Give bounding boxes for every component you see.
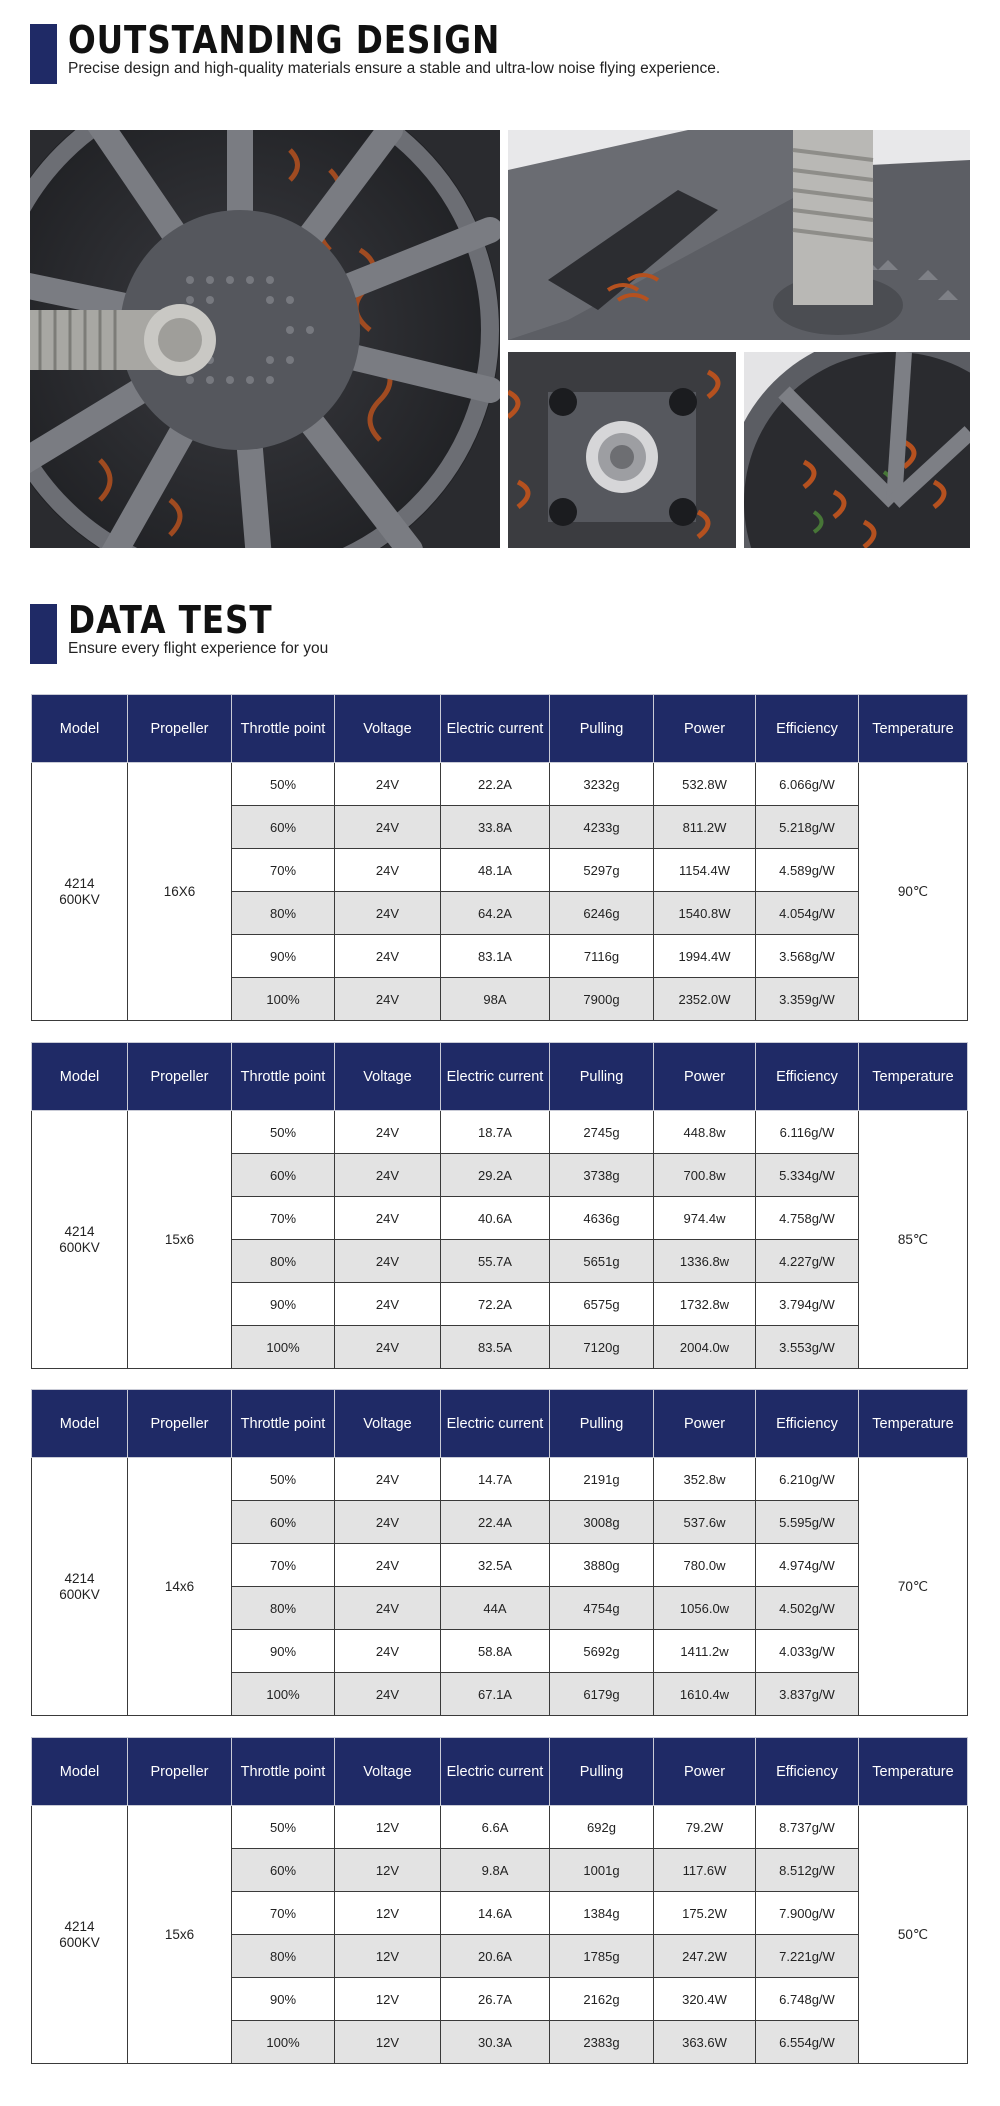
throttle-cell: 70% bbox=[232, 1197, 335, 1240]
current-cell: 29.2A bbox=[441, 1154, 550, 1197]
header-voltage: Voltage bbox=[335, 1390, 441, 1458]
temperature-cell: 90℃ bbox=[859, 763, 968, 1021]
header-pulling: Pulling bbox=[550, 1390, 654, 1458]
header-efficiency: Efficiency bbox=[756, 1043, 859, 1111]
current-cell: 6.6A bbox=[441, 1806, 550, 1849]
efficiency-cell: 6.554g/W bbox=[756, 2021, 859, 2064]
current-cell: 44A bbox=[441, 1587, 550, 1630]
temperature-cell: 50℃ bbox=[859, 1806, 968, 2064]
product-gallery bbox=[30, 130, 970, 548]
power-cell: 780.0w bbox=[654, 1544, 756, 1587]
header-propeller: Propeller bbox=[128, 695, 232, 763]
data-table-3 bbox=[31, 1389, 968, 1716]
voltage-cell: 24V bbox=[335, 1587, 441, 1630]
voltage-cell: 24V bbox=[335, 978, 441, 1021]
current-cell: 18.7A bbox=[441, 1111, 550, 1154]
throttle-cell: 80% bbox=[232, 892, 335, 935]
voltage-cell: 24V bbox=[335, 1111, 441, 1154]
header-power: Power bbox=[654, 695, 756, 763]
pulling-cell: 7120g bbox=[550, 1326, 654, 1369]
header-throttle: Throttle point bbox=[232, 1043, 335, 1111]
current-cell: 64.2A bbox=[441, 892, 550, 935]
current-cell: 30.3A bbox=[441, 2021, 550, 2064]
efficiency-cell: 6.116g/W bbox=[756, 1111, 859, 1154]
efficiency-cell: 7.221g/W bbox=[756, 1935, 859, 1978]
voltage-cell: 24V bbox=[335, 849, 441, 892]
throttle-cell: 50% bbox=[232, 1806, 335, 1849]
pulling-cell: 5297g bbox=[550, 849, 654, 892]
pulling-cell: 1384g bbox=[550, 1892, 654, 1935]
data-table-1 bbox=[31, 694, 968, 1021]
efficiency-cell: 8.512g/W bbox=[756, 1849, 859, 1892]
header-temperature: Temperature bbox=[859, 1043, 968, 1111]
current-cell: 20.6A bbox=[441, 1935, 550, 1978]
current-cell: 14.6A bbox=[441, 1892, 550, 1935]
data-table-4 bbox=[31, 1737, 968, 2064]
pulling-cell: 4233g bbox=[550, 806, 654, 849]
power-cell: 532.8W bbox=[654, 763, 756, 806]
motor-shaft-photo bbox=[508, 130, 970, 340]
pulling-cell: 4636g bbox=[550, 1197, 654, 1240]
efficiency-cell: 4.758g/W bbox=[756, 1197, 859, 1240]
propeller-cell: 16X6 bbox=[128, 763, 232, 1021]
throttle-cell: 70% bbox=[232, 1892, 335, 1935]
voltage-cell: 24V bbox=[335, 1501, 441, 1544]
power-cell: 352.8w bbox=[654, 1458, 756, 1501]
voltage-cell: 12V bbox=[335, 1849, 441, 1892]
model-cell bbox=[32, 763, 128, 1021]
pulling-cell: 1001g bbox=[550, 1849, 654, 1892]
current-cell: 22.4A bbox=[441, 1501, 550, 1544]
power-cell: 79.2W bbox=[654, 1806, 756, 1849]
model-name: 4214 bbox=[64, 875, 95, 891]
header-temperature: Temperature bbox=[859, 695, 968, 763]
throttle-cell: 90% bbox=[232, 1630, 335, 1673]
voltage-cell: 12V bbox=[335, 1978, 441, 2021]
design-title: OUTSTANDING DESIGN bbox=[68, 18, 501, 62]
current-cell: 72.2A bbox=[441, 1283, 550, 1326]
header-efficiency: Efficiency bbox=[756, 1390, 859, 1458]
current-cell: 83.5A bbox=[441, 1326, 550, 1369]
power-cell: 1411.2w bbox=[654, 1630, 756, 1673]
pulling-cell: 6575g bbox=[550, 1283, 654, 1326]
header-pulling: Pulling bbox=[550, 1738, 654, 1806]
table-header-row bbox=[32, 1738, 968, 1806]
throttle-cell: 100% bbox=[232, 978, 335, 1021]
voltage-cell: 24V bbox=[335, 763, 441, 806]
current-cell: 58.8A bbox=[441, 1630, 550, 1673]
power-cell: 700.8w bbox=[654, 1154, 756, 1197]
power-cell: 175.2W bbox=[654, 1892, 756, 1935]
header-current: Electric current bbox=[441, 695, 550, 763]
pulling-cell: 3008g bbox=[550, 1501, 654, 1544]
motor-bell-photo bbox=[30, 130, 500, 548]
model-name: 4214 bbox=[64, 1570, 95, 1586]
efficiency-cell: 3.568g/W bbox=[756, 935, 859, 978]
table-row bbox=[32, 1111, 968, 1154]
model-kv: 600KV bbox=[59, 1934, 100, 1950]
power-cell: 2352.0W bbox=[654, 978, 756, 1021]
pulling-cell: 7116g bbox=[550, 935, 654, 978]
power-cell: 320.4W bbox=[654, 1978, 756, 2021]
data-table-2 bbox=[31, 1042, 968, 1369]
propeller-cell: 15x6 bbox=[128, 1806, 232, 2064]
temperature-cell: 85℃ bbox=[859, 1111, 968, 1369]
table-row bbox=[32, 1806, 968, 1849]
voltage-cell: 24V bbox=[335, 892, 441, 935]
model-name: 4214 bbox=[64, 1223, 95, 1239]
motor-mount-photo bbox=[508, 352, 736, 548]
voltage-cell: 24V bbox=[335, 1544, 441, 1587]
data-test-subtitle: Ensure every flight experience for you bbox=[68, 640, 329, 657]
current-cell: 22.2A bbox=[441, 763, 550, 806]
efficiency-cell: 3.837g/W bbox=[756, 1673, 859, 1716]
power-cell: 1336.8w bbox=[654, 1240, 756, 1283]
power-cell: 1154.4W bbox=[654, 849, 756, 892]
voltage-cell: 24V bbox=[335, 1197, 441, 1240]
efficiency-cell: 4.054g/W bbox=[756, 892, 859, 935]
temperature-cell: 70℃ bbox=[859, 1458, 968, 1716]
throttle-cell: 60% bbox=[232, 806, 335, 849]
current-cell: 9.8A bbox=[441, 1849, 550, 1892]
model-kv: 600KV bbox=[59, 1239, 100, 1255]
efficiency-cell: 6.210g/W bbox=[756, 1458, 859, 1501]
voltage-cell: 24V bbox=[335, 1673, 441, 1716]
efficiency-cell: 8.737g/W bbox=[756, 1806, 859, 1849]
header-current: Electric current bbox=[441, 1043, 550, 1111]
power-cell: 1056.0w bbox=[654, 1587, 756, 1630]
header-throttle: Throttle point bbox=[232, 695, 335, 763]
pulling-cell: 3738g bbox=[550, 1154, 654, 1197]
table-header-row bbox=[32, 695, 968, 763]
current-cell: 14.7A bbox=[441, 1458, 550, 1501]
current-cell: 32.5A bbox=[441, 1544, 550, 1587]
pulling-cell: 6246g bbox=[550, 892, 654, 935]
throttle-cell: 100% bbox=[232, 1326, 335, 1369]
throttle-cell: 90% bbox=[232, 935, 335, 978]
efficiency-cell: 4.589g/W bbox=[756, 849, 859, 892]
power-cell: 363.6W bbox=[654, 2021, 756, 2064]
power-cell: 1732.8w bbox=[654, 1283, 756, 1326]
model-kv: 600KV bbox=[59, 1586, 100, 1602]
throttle-cell: 50% bbox=[232, 763, 335, 806]
efficiency-cell: 4.033g/W bbox=[756, 1630, 859, 1673]
throttle-cell: 60% bbox=[232, 1154, 335, 1197]
header-temperature: Temperature bbox=[859, 1738, 968, 1806]
efficiency-cell: 3.794g/W bbox=[756, 1283, 859, 1326]
power-cell: 247.2W bbox=[654, 1935, 756, 1978]
table-header-row bbox=[32, 1043, 968, 1111]
throttle-cell: 80% bbox=[232, 1587, 335, 1630]
header-pulling: Pulling bbox=[550, 695, 654, 763]
header-throttle: Throttle point bbox=[232, 1390, 335, 1458]
table-header-row bbox=[32, 1390, 968, 1458]
model-name: 4214 bbox=[64, 1918, 95, 1934]
pulling-cell: 3232g bbox=[550, 763, 654, 806]
voltage-cell: 24V bbox=[335, 1240, 441, 1283]
pulling-cell: 7900g bbox=[550, 978, 654, 1021]
efficiency-cell: 4.227g/W bbox=[756, 1240, 859, 1283]
throttle-cell: 90% bbox=[232, 1283, 335, 1326]
accent-bar bbox=[30, 604, 57, 664]
header-propeller: Propeller bbox=[128, 1390, 232, 1458]
header-efficiency: Efficiency bbox=[756, 1738, 859, 1806]
header-voltage: Voltage bbox=[335, 695, 441, 763]
throttle-cell: 80% bbox=[232, 1240, 335, 1283]
header-propeller: Propeller bbox=[128, 1043, 232, 1111]
throttle-cell: 70% bbox=[232, 849, 335, 892]
voltage-cell: 24V bbox=[335, 1283, 441, 1326]
current-cell: 40.6A bbox=[441, 1197, 550, 1240]
current-cell: 98A bbox=[441, 978, 550, 1021]
voltage-cell: 24V bbox=[335, 935, 441, 978]
header-temperature: Temperature bbox=[859, 1390, 968, 1458]
pulling-cell: 2162g bbox=[550, 1978, 654, 2021]
pulling-cell: 2383g bbox=[550, 2021, 654, 2064]
current-cell: 33.8A bbox=[441, 806, 550, 849]
power-cell: 1994.4W bbox=[654, 935, 756, 978]
header-voltage: Voltage bbox=[335, 1738, 441, 1806]
header-pulling: Pulling bbox=[550, 1043, 654, 1111]
power-cell: 1610.4w bbox=[654, 1673, 756, 1716]
voltage-cell: 24V bbox=[335, 1154, 441, 1197]
propeller-cell: 15x6 bbox=[128, 1111, 232, 1369]
efficiency-cell: 5.218g/W bbox=[756, 806, 859, 849]
power-cell: 974.4w bbox=[654, 1197, 756, 1240]
propeller-cell: 14x6 bbox=[128, 1458, 232, 1716]
voltage-cell: 24V bbox=[335, 806, 441, 849]
data-test-title: DATA TEST bbox=[68, 598, 273, 642]
voltage-cell: 12V bbox=[335, 1806, 441, 1849]
throttle-cell: 100% bbox=[232, 1673, 335, 1716]
current-cell: 26.7A bbox=[441, 1978, 550, 2021]
power-cell: 117.6W bbox=[654, 1849, 756, 1892]
pulling-cell: 4754g bbox=[550, 1587, 654, 1630]
voltage-cell: 24V bbox=[335, 1458, 441, 1501]
voltage-cell: 12V bbox=[335, 1892, 441, 1935]
pulling-cell: 2745g bbox=[550, 1111, 654, 1154]
power-cell: 811.2W bbox=[654, 806, 756, 849]
model-cell bbox=[32, 1806, 128, 2064]
pulling-cell: 5692g bbox=[550, 1630, 654, 1673]
model-cell bbox=[32, 1458, 128, 1716]
pulling-cell: 6179g bbox=[550, 1673, 654, 1716]
header-model: Model bbox=[32, 1390, 128, 1458]
efficiency-cell: 4.502g/W bbox=[756, 1587, 859, 1630]
pulling-cell: 692g bbox=[550, 1806, 654, 1849]
efficiency-cell: 7.900g/W bbox=[756, 1892, 859, 1935]
pulling-cell: 2191g bbox=[550, 1458, 654, 1501]
header-model: Model bbox=[32, 1738, 128, 1806]
header-propeller: Propeller bbox=[128, 1738, 232, 1806]
throttle-cell: 60% bbox=[232, 1501, 335, 1544]
efficiency-cell: 3.553g/W bbox=[756, 1326, 859, 1369]
header-current: Electric current bbox=[441, 1390, 550, 1458]
header-efficiency: Efficiency bbox=[756, 695, 859, 763]
throttle-cell: 50% bbox=[232, 1111, 335, 1154]
voltage-cell: 24V bbox=[335, 1326, 441, 1369]
power-cell: 448.8w bbox=[654, 1111, 756, 1154]
voltage-cell: 24V bbox=[335, 1630, 441, 1673]
power-cell: 1540.8W bbox=[654, 892, 756, 935]
table-row bbox=[32, 1458, 968, 1501]
throttle-cell: 70% bbox=[232, 1544, 335, 1587]
header-power: Power bbox=[654, 1390, 756, 1458]
pulling-cell: 5651g bbox=[550, 1240, 654, 1283]
throttle-cell: 100% bbox=[232, 2021, 335, 2064]
model-kv: 600KV bbox=[59, 891, 100, 907]
efficiency-cell: 6.748g/W bbox=[756, 1978, 859, 2021]
current-cell: 55.7A bbox=[441, 1240, 550, 1283]
header-power: Power bbox=[654, 1738, 756, 1806]
throttle-cell: 90% bbox=[232, 1978, 335, 2021]
current-cell: 48.1A bbox=[441, 849, 550, 892]
efficiency-cell: 5.595g/W bbox=[756, 1501, 859, 1544]
accent-bar bbox=[30, 24, 57, 84]
current-cell: 83.1A bbox=[441, 935, 550, 978]
efficiency-cell: 4.974g/W bbox=[756, 1544, 859, 1587]
header-power: Power bbox=[654, 1043, 756, 1111]
efficiency-cell: 3.359g/W bbox=[756, 978, 859, 1021]
voltage-cell: 12V bbox=[335, 2021, 441, 2064]
voltage-cell: 12V bbox=[335, 1935, 441, 1978]
header-current: Electric current bbox=[441, 1738, 550, 1806]
pulling-cell: 1785g bbox=[550, 1935, 654, 1978]
throttle-cell: 60% bbox=[232, 1849, 335, 1892]
power-cell: 537.6w bbox=[654, 1501, 756, 1544]
throttle-cell: 50% bbox=[232, 1458, 335, 1501]
power-cell: 2004.0w bbox=[654, 1326, 756, 1369]
design-subtitle: Precise design and high-quality materials ensure a stable and ultra-low noise flying experience. bbox=[68, 60, 721, 77]
header-model: Model bbox=[32, 1043, 128, 1111]
model-cell bbox=[32, 1111, 128, 1369]
header-throttle: Throttle point bbox=[232, 1738, 335, 1806]
efficiency-cell: 6.066g/W bbox=[756, 763, 859, 806]
throttle-cell: 80% bbox=[232, 1935, 335, 1978]
table-row bbox=[32, 763, 968, 806]
efficiency-cell: 5.334g/W bbox=[756, 1154, 859, 1197]
header-voltage: Voltage bbox=[335, 1043, 441, 1111]
header-model: Model bbox=[32, 695, 128, 763]
motor-stator-photo bbox=[744, 352, 970, 548]
pulling-cell: 3880g bbox=[550, 1544, 654, 1587]
current-cell: 67.1A bbox=[441, 1673, 550, 1716]
